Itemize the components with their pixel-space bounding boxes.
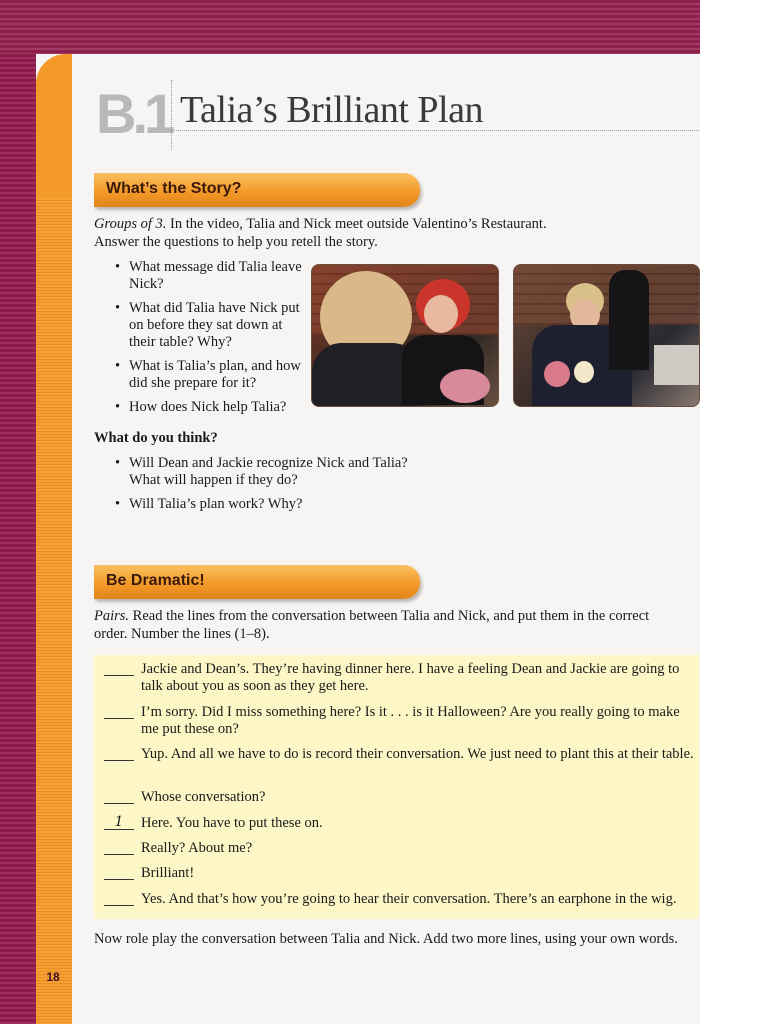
section-intro — [94, 216, 694, 233]
dialog-line-text: Here. You have to put these on. — [141, 815, 323, 831]
title-underline — [171, 130, 699, 131]
intro-lead: Pairs. — [94, 608, 130, 624]
dialog-line-text: Whose conversation? — [141, 789, 266, 805]
role-play-instruction: Now role play the conversation between Talia and Nick. Add two more lines, using your own words. — [94, 931, 678, 947]
list-item: • Will Dean and Jackie recognize Nick and Talia? What will happen if they do? — [115, 455, 435, 489]
left-decorative-band — [0, 54, 36, 1024]
line-number-input[interactable]: 1 — [104, 815, 134, 830]
dialog-line-text: Yup. And all we have to do is record their conversation. We just need to plant this at their table. — [141, 746, 694, 762]
dialog-line-text: Really? About me? — [141, 840, 253, 856]
title-divider — [171, 80, 172, 150]
line-number-input[interactable] — [104, 704, 134, 719]
line-number-input[interactable] — [104, 661, 134, 676]
line-number-input[interactable] — [104, 865, 134, 880]
dialog-line-text: Brilliant! — [141, 865, 195, 881]
intro-rest: Read the lines from the conversation between Talia and Nick, and put them in the correct — [129, 608, 650, 624]
section-intro — [94, 608, 699, 625]
intro-lead: Groups of 3. — [94, 216, 167, 232]
top-decorative-band — [0, 0, 700, 54]
right-margin — [700, 0, 768, 1024]
line-number-input[interactable] — [104, 891, 134, 906]
section-heading: What’s the Story? — [106, 180, 242, 197]
section-intro-line2: order. Number the lines (1–8). — [94, 626, 270, 642]
dialog-line-text: I’m sorry. Did I miss something here? Is it . . . is it Halloween? Are you really going to make me put these on? — [141, 704, 680, 737]
lesson-code: B.1 — [96, 82, 172, 145]
intro-rest: In the video, Talia and Nick meet outside Valentino’s Restaurant. — [166, 216, 547, 232]
list-item: • How does Nick help Talia? — [115, 399, 305, 416]
question-list — [115, 259, 305, 423]
think-question-list — [115, 455, 435, 520]
section-banner-dramatic — [94, 565, 420, 599]
dialog-line-text: Yes. And that’s how you’re going to hear their conversation. There’s an earphone in the wig. — [141, 891, 677, 907]
think-heading: What do you think? — [94, 430, 218, 446]
orange-striped-band — [36, 198, 72, 1024]
restaurant-scene-talia-icon — [311, 264, 499, 407]
line-number-input[interactable] — [104, 840, 134, 855]
section-heading: Be Dramatic! — [106, 572, 205, 589]
dialog-line-text: Jackie and Dean’s. They’re having dinner here. I have a feeling Dean and Jackie are going to talk about you as soon as they get here. — [141, 661, 680, 694]
list-item: • What did Talia have Nick put on before they sat down at their table? Why? — [115, 300, 305, 351]
list-item: • What is Talia’s plan, and how did she prepare for it? — [115, 358, 305, 392]
line-number-input[interactable] — [104, 746, 134, 761]
line-number-input[interactable] — [104, 789, 134, 804]
list-item: • What message did Talia leave Nick? — [115, 259, 305, 293]
section-intro-line2: Answer the questions to help you retell the story. — [94, 234, 378, 250]
list-item: • Will Talia’s plan work? Why? — [115, 496, 435, 513]
page-number: 18 — [46, 970, 60, 984]
section-banner-story — [94, 173, 420, 207]
restaurant-scene-nick-icon — [513, 264, 700, 407]
page-title: Talia’s Brilliant Plan — [180, 89, 483, 131]
